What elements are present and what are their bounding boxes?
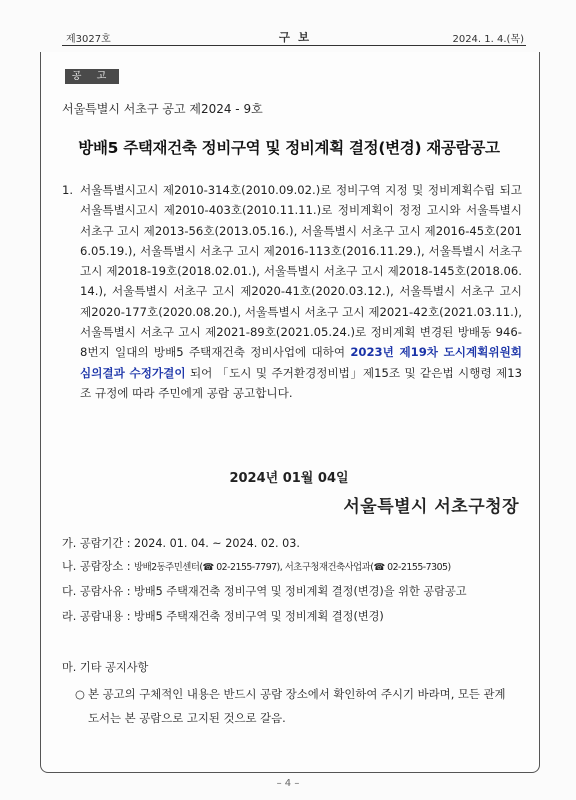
body-highlight: 2023년 제19차 도시계획위원회 심의결과 수정가결이 (80, 345, 522, 380)
item-place-label: 나. 공람장소 : (62, 560, 135, 573)
item-content: 라. 공람내용 : 방배5 주택재건축 정비구역 및 정비계획 결정(변경) (62, 610, 384, 623)
item-place (62, 558, 451, 574)
paragraph-text (80, 180, 522, 403)
issue-date: 2024. 1. 4.(목) (452, 34, 524, 45)
misc-heading: 마. 기타 공지사항 (62, 661, 149, 674)
notice-date: 2024년 01월 04일 (229, 471, 349, 486)
notice-body (62, 180, 522, 403)
notice-title: 방배5 주택재건축 정비구역 및 정비계획 결정(변경) 재공람공고 (78, 139, 500, 157)
misc-body (75, 682, 515, 730)
body-text-2: 되어 「도시 및 주거환경정비법」제15조 및 같은법 시행령 제13조 규정에 따라 주민에게 공람 공고합니다. (80, 365, 522, 400)
issue-number: 제3027호 (66, 34, 111, 45)
page-number: – 4 – (276, 778, 300, 789)
item-period: 가. 공람기간 : 2024. 01. 04. ~ 2024. 02. 03. (62, 537, 300, 550)
paragraph-number: 1. (62, 183, 74, 197)
header-divider (62, 45, 526, 46)
misc-text: 본 공고의 구체적인 내용은 반드시 공람 장소에서 확인하여 주시기 바라며, 모든 관계도서는 본 공람으로 고지된 것으로 갈음. (88, 687, 506, 725)
item-place-value: 방배2동주민센터(☎ 02-2155-7797), 서초구청재건축사업과(☎ 02-2155-7305) (134, 562, 451, 573)
signature: 서울특별시 서초구청장 (343, 497, 519, 517)
bulletin-name: 구 보 (278, 30, 312, 44)
body-text-1: 서울특별시고시 제2010-314호(2010.09.02.)로 정비구역 지정 및 정비계획수립 되고 서울특별시고시 제2010-403호(2010.11.11.)로 정비계획이 정정 고시와 서울특별시 서초구 고시 제2013-56호(2013.05.16.), 서울특별시 서초구 고시 제2016-45호(2016.05.19.), 서울특별시 서초구 고시 제2016-113호(2016.11.29.), 서울특별시 서초구 고시 제2018-19호(2018.02.01.), 서울특별시 서초구 고시 제2018-145호(2018.06.14.), 서울특별시 서초구 고시 제2020-41호(2020.03.12.), 서울특별시 서초구 고시 제2020-177호(2020.08.20.), 서울특별시 서초구 고시 제2021-42호(2021.03.11.), 서울특별시 서초구 고시 제2021-89호(2021.05.24.)로 정비계획 변경된 방배동 946-8번지 일대의 방배5 주택재건축 정비사업에 대하여 (80, 183, 522, 360)
notice-badge: 공 고 (65, 69, 119, 84)
bulletin-header (66, 30, 524, 44)
notice-number: 서울특별시 서초구 공고 제2024 - 9호 (62, 102, 263, 116)
item-reason: 다. 공람사유 : 방배5 주택재건축 정비구역 및 정비계획 결정(변경)을 위한 공람공고 (62, 585, 467, 598)
bullet-icon: ○ (75, 687, 85, 701)
